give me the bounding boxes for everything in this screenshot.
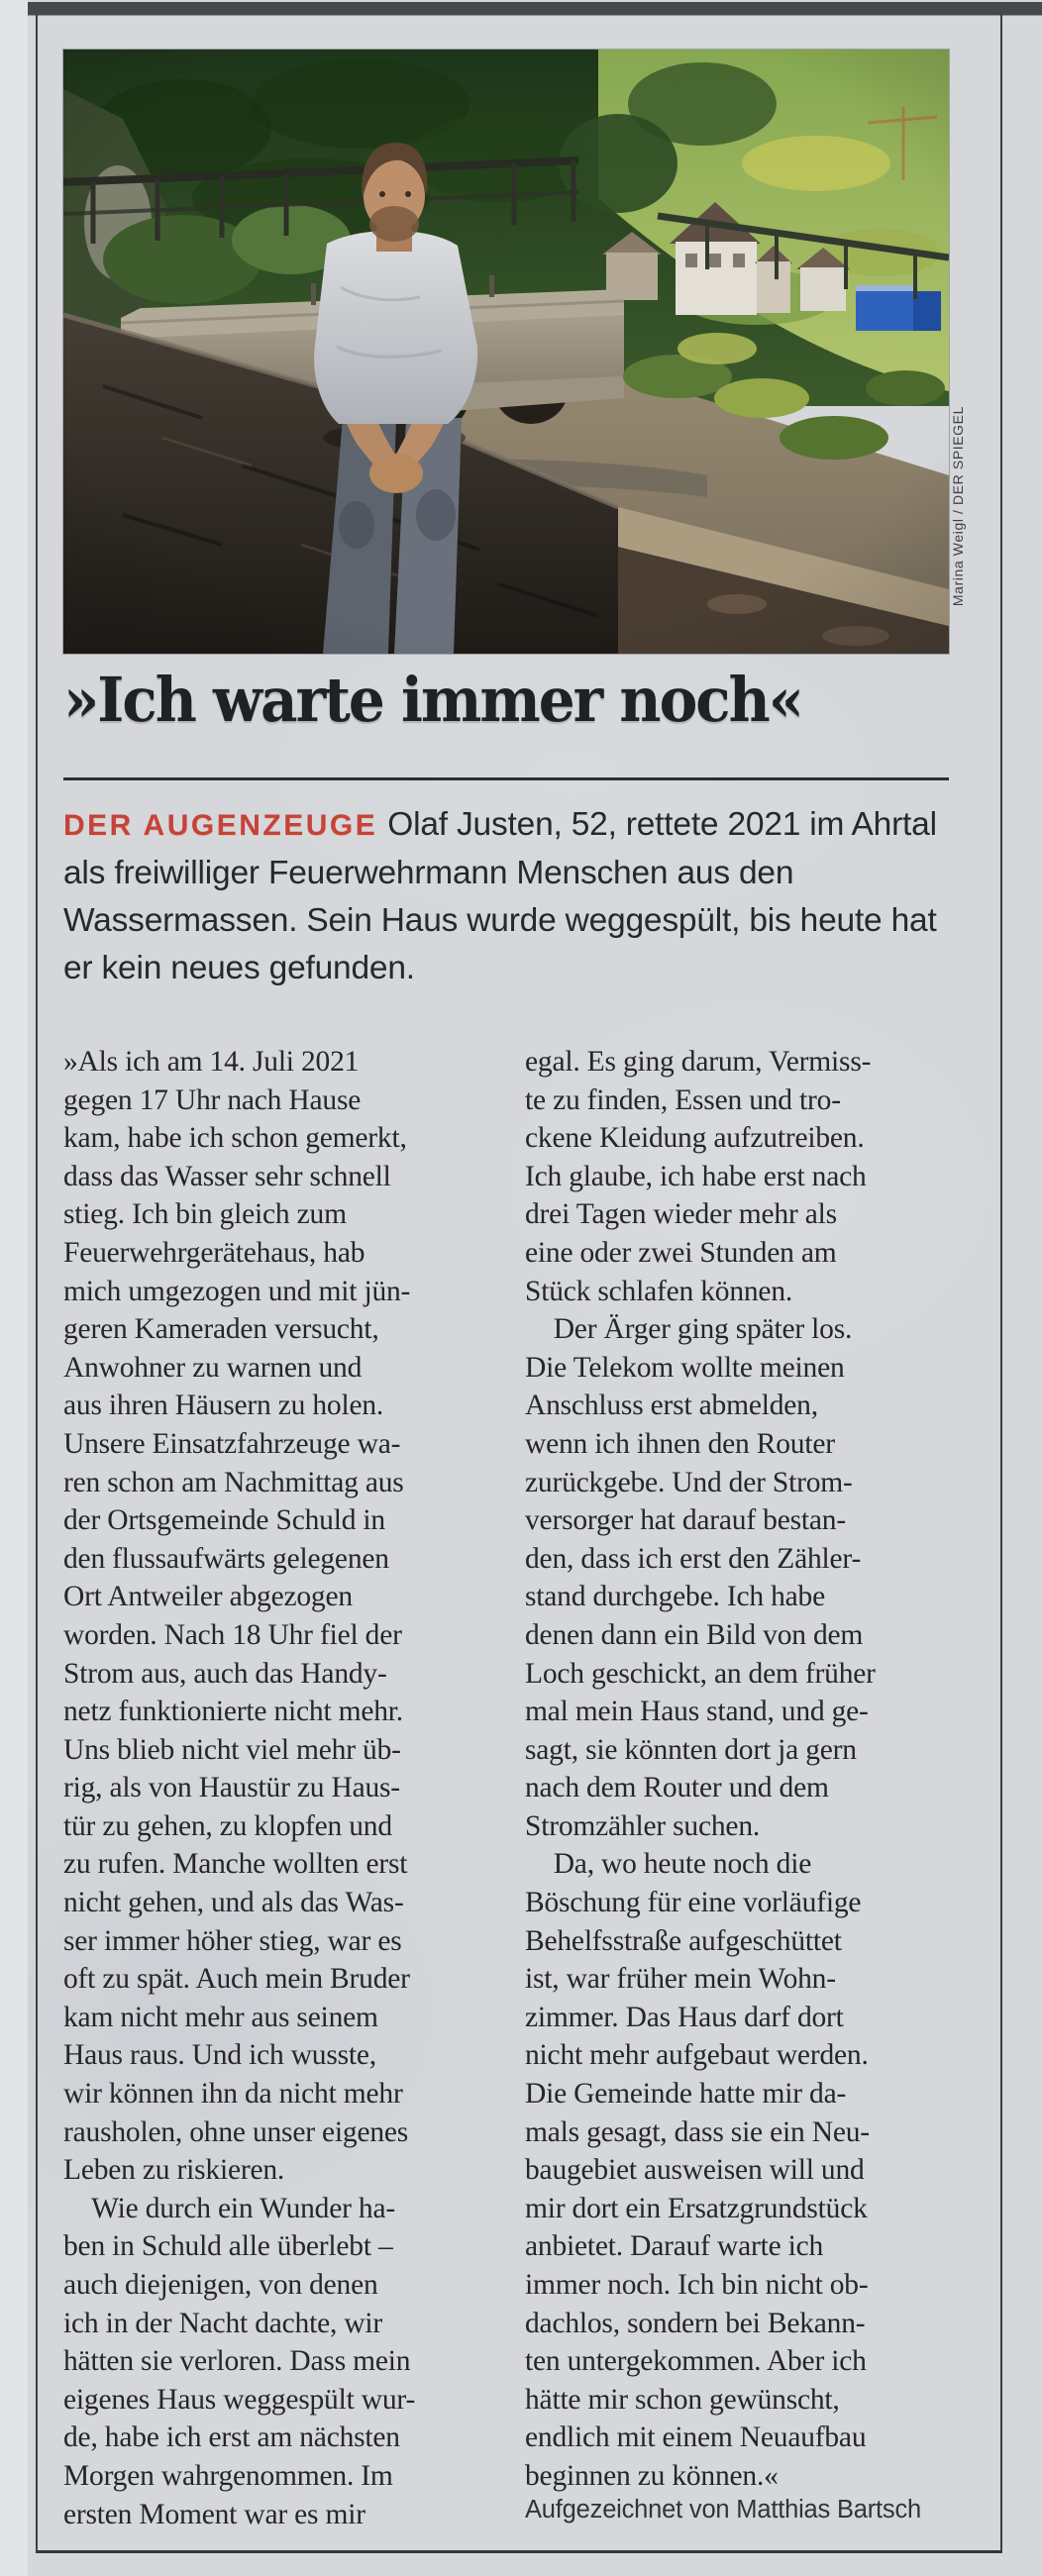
body-text-line: nach dem Router und dem	[525, 1772, 829, 1804]
body-text-line: ersten Moment war es mir	[63, 2498, 365, 2530]
body-text-line: wir können ihn da nicht mehr	[63, 2078, 403, 2111]
body-text-line: versorger hat darauf bestan-	[525, 1504, 846, 1537]
body-text-line: immer noch. Ich bin nicht ob-	[525, 2269, 869, 2301]
body-text-line: Ort Antweiler abgezogen	[63, 1581, 353, 1613]
article-frame	[36, 15, 1002, 2553]
kicker-label: DER AUGENZEUGE	[63, 809, 378, 842]
body-text-line: Ich glaube, ich habe erst nach	[525, 1160, 867, 1192]
body-text-line: Loch geschickt, an dem früher	[525, 1657, 876, 1690]
body-text-line: nicht mehr aufgebaut werden.	[525, 2039, 869, 2072]
body-text-line: Leben zu riskieren.	[63, 2154, 285, 2187]
body-text-line: endlich mit einem Neuaufbau	[525, 2421, 867, 2454]
body-text-line: stieg. Ich bin gleich zum	[63, 1198, 347, 1231]
byline: Aufgezeichnet von Matthias Bartsch	[525, 2496, 922, 2524]
body-text-line: mich umgezogen und mit jün-	[63, 1275, 411, 1307]
body-text-line: kam nicht mehr aus seinem	[63, 2001, 378, 2033]
body-text-line: den, dass ich erst den Zähler-	[525, 1542, 862, 1575]
body-text-line: aus ihren Häusern zu holen.	[63, 1390, 384, 1422]
body-text-line: hätten sie verloren. Dass mein	[63, 2345, 411, 2378]
body-text-line: beginnen zu können.«	[525, 2459, 779, 2492]
body-text-line: dass das Wasser sehr schnell	[63, 1160, 391, 1192]
body-text-line: zu rufen. Manche wollten erst	[63, 1848, 408, 1881]
body-text-line: baugebiet ausweisen will und	[525, 2154, 865, 2187]
body-text-line: oft zu spät. Auch mein Bruder	[63, 1963, 410, 1996]
body-text-line: zimmer. Das Haus darf dort	[525, 2001, 844, 2033]
body-text-line: gegen 17 Uhr nach Hause	[63, 1083, 362, 1116]
body-text-line: netz funktionierte nicht mehr.	[63, 1696, 403, 1728]
body-text-line: mals gesagt, dass sie ein Neu-	[525, 2115, 870, 2148]
body-text-line: eigenes Haus weggespült wur-	[63, 2383, 416, 2416]
page-top-edge	[28, 2, 1042, 15]
body-text-line: Der Ärger ging später los.	[525, 1313, 853, 1346]
body-text-line: ckene Kleidung aufzutreiben.	[525, 1122, 865, 1155]
body-text-line: eine oder zwei Stunden am	[525, 1236, 837, 1269]
body-column-left	[63, 1043, 499, 2533]
body-text-line: geren Kameraden versucht,	[63, 1313, 379, 1346]
body-text-line: Morgen wahrgenommen. Im	[63, 2459, 393, 2492]
body-text-line: auch diejenigen, von denen	[63, 2269, 378, 2301]
body-text-line: denen dann ein Bild von dem	[525, 1618, 864, 1651]
body-text-line: sagt, sie könnten dort ja gern	[525, 1733, 857, 1766]
body-text-line: ist, war früher mein Wohn-	[525, 1963, 836, 1996]
headline-rule	[63, 777, 949, 780]
body-text-line: mir dort ein Ersatzgrundstück	[525, 2192, 868, 2224]
body-text-line: Anschluss erst abmelden,	[525, 1390, 818, 1422]
body-text-line: te zu finden, Essen und tro-	[525, 1083, 841, 1116]
photo-illustration	[63, 50, 949, 654]
body-text-line: zurückgebe. Und der Strom-	[525, 1466, 853, 1498]
body-text-line: kam, habe ich schon gemerkt,	[63, 1122, 407, 1155]
body-text-line: der Ortsgemeinde Schuld in	[63, 1504, 385, 1537]
body-text-line: ten untergekommen. Aber ich	[525, 2345, 867, 2378]
body-text-line: rig, als von Haustür zu Haus-	[63, 1772, 400, 1804]
body-column-right	[525, 1043, 981, 2533]
body-text-line: Strom aus, auch das Handy-	[63, 1657, 387, 1690]
body-text-line: wenn ich ihnen den Router	[525, 1427, 835, 1460]
body-text-line: hätte mir schon gewünscht,	[525, 2383, 840, 2416]
article-photo	[63, 50, 949, 654]
body-text-line: Die Telekom wollte meinen	[525, 1351, 845, 1384]
body-text-line: egal. Es ging darum, Vermiss-	[525, 1046, 872, 1078]
body-text-line: stand durchgebe. Ich habe	[525, 1581, 825, 1613]
scan-left-margin	[0, 0, 28, 2576]
body-text-line: ben in Schuld alle überlebt –	[63, 2230, 393, 2263]
body-text-line: Uns blieb nicht viel mehr üb-	[63, 1733, 401, 1766]
body-text-line: Haus raus. Und ich wusste,	[63, 2039, 376, 2072]
body-text-line: Behelfsstraße aufgeschüttet	[525, 1924, 842, 1957]
body-text-line: rausholen, ohne unser eigenes	[63, 2115, 409, 2148]
body-text-line: dachlos, sondern bei Bekann-	[525, 2307, 866, 2339]
photo-credit: Marina Weigl / DER SPIEGEL	[950, 406, 966, 607]
body-text-line: den flussaufwärts gelegenen	[63, 1542, 389, 1575]
body-text-line: mal mein Haus stand, und ge-	[525, 1696, 869, 1728]
body-text-line: worden. Nach 18 Uhr fiel der	[63, 1618, 402, 1651]
body-text-line: ich in der Nacht dachte, wir	[63, 2307, 383, 2339]
headline: »Ich warte immer noch«	[63, 664, 803, 736]
body-text-line: ser immer höher stieg, war es	[63, 1924, 402, 1957]
body-text-line: de, habe ich erst am nächsten	[63, 2421, 400, 2454]
article-body	[63, 1043, 981, 2533]
body-text-line: Die Gemeinde hatte mir da-	[525, 2078, 847, 2111]
body-text-line: ren schon am Nachmittag aus	[63, 1466, 404, 1498]
body-text-line: drei Tagen wieder mehr als	[525, 1198, 837, 1231]
body-text-line: Anwohner zu warnen und	[63, 1351, 363, 1384]
body-text-line: Stromzähler suchen.	[525, 1809, 761, 1842]
body-text-line: Da, wo heute noch die	[525, 1848, 812, 1881]
body-text-line: tür zu gehen, zu klopfen und	[63, 1809, 392, 1842]
body-text-line: nicht gehen, und als das Was-	[63, 1887, 404, 1919]
body-text-line: Wie durch ein Wunder ha-	[63, 2192, 395, 2224]
body-text-line: Böschung für eine vorläufige	[525, 1887, 862, 1919]
body-text-line: »Als ich am 14. Juli 2021	[63, 1046, 360, 1078]
body-text-line: Stück schlafen können.	[525, 1275, 793, 1307]
body-text-line: Unsere Einsatzfahrzeuge wa-	[63, 1427, 401, 1460]
intro-text: Olaf Justen, 52, rettete 2021 im Ahrtal als freiwilliger Feuerwehrmann Menschen aus den Wassermassen. Sein Haus wurde weggespült, bis heute hat er kein neues gefunden.	[63, 806, 937, 986]
body-text-line: Feuerwehrgerätehaus, hab	[63, 1236, 365, 1269]
body-text-line: anbietet. Darauf warte ich	[525, 2230, 824, 2263]
intro-paragraph	[63, 801, 957, 992]
